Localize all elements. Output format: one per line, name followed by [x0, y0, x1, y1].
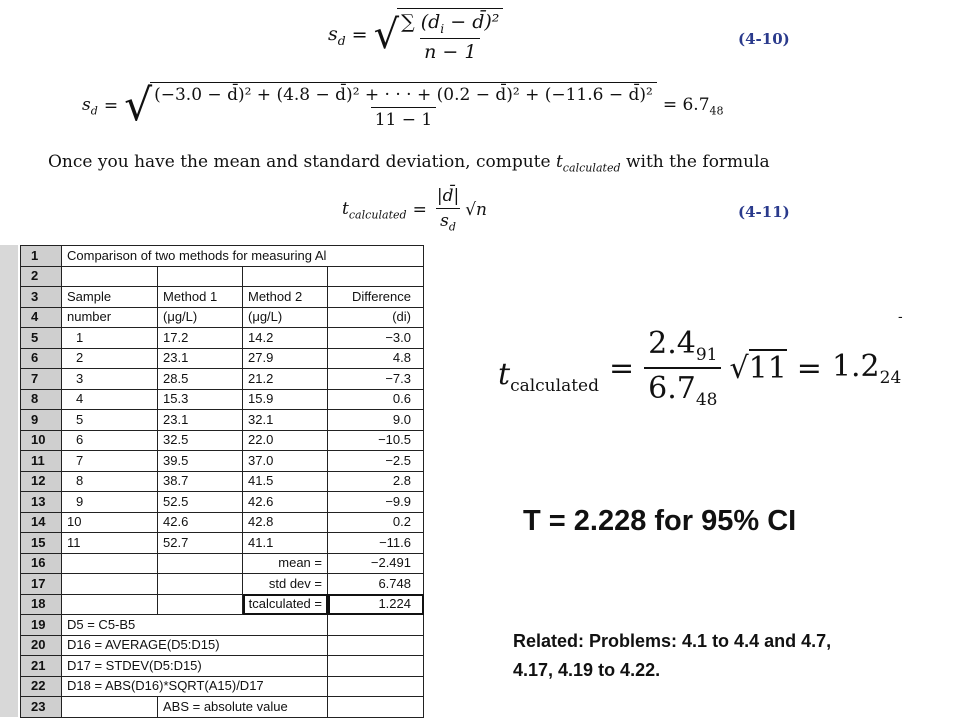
- sheet-row: [21, 410, 424, 431]
- cell-b: [158, 574, 243, 595]
- formula-cell: D17 = STDEV(D5:D15): [62, 656, 328, 677]
- row-number: 21: [21, 656, 62, 677]
- row-number: 7: [21, 369, 62, 390]
- cell-a: 6: [62, 430, 158, 451]
- sheet-row: [21, 369, 424, 390]
- sqrt-sign: √: [373, 12, 400, 59]
- equals-1: =: [608, 350, 635, 386]
- cell-b: (μg/L): [158, 307, 243, 328]
- sheet-row: [21, 594, 424, 615]
- cell-d: Difference: [328, 287, 424, 308]
- cell-a: 8: [62, 471, 158, 492]
- sqrt-11: √11: [729, 350, 787, 386]
- row-number: 1: [21, 246, 62, 267]
- cell-d: 9.0: [328, 410, 424, 431]
- cell-c: mean =: [243, 553, 328, 574]
- sqrt-n: √n: [465, 199, 487, 220]
- row-number: 14: [21, 512, 62, 533]
- cell-d: [328, 635, 424, 656]
- sheet-row: [21, 307, 424, 328]
- cell-a: 3: [62, 369, 158, 390]
- cell-d: [328, 656, 424, 677]
- cell-a: 9: [62, 492, 158, 513]
- note-cell: ABS = absolute value: [158, 697, 328, 718]
- cell-c: 21.2: [243, 369, 328, 390]
- cell-c: [243, 266, 328, 287]
- sheet-row: [21, 471, 424, 492]
- cell-b: 15.3: [158, 389, 243, 410]
- cell-c: 41.1: [243, 533, 328, 554]
- instruction-sentence: Once you have the mean and standard deviation, compute $t_{calculated}$ with the formula: [48, 152, 770, 175]
- row-number: 6: [21, 348, 62, 369]
- cell-b: [158, 266, 243, 287]
- cell-d: [328, 615, 424, 636]
- sheet-row: [21, 451, 424, 472]
- cell-a: Sample: [62, 287, 158, 308]
- cell-b: 52.7: [158, 533, 243, 554]
- sheet-row: [21, 389, 424, 410]
- cell-c: std dev =: [243, 574, 328, 595]
- related-line-2: 4.17, 4.19 to 4.22.: [513, 660, 661, 680]
- sd-fraction: $\frac{\sum (d_i - d̄)^2}{n - 1}$: [397, 8, 503, 63]
- row-number: 4: [21, 307, 62, 328]
- row-number: 11: [21, 451, 62, 472]
- row-number: 2: [21, 266, 62, 287]
- sd-symbol-2: $s_d$: [82, 94, 98, 118]
- row-number: 22: [21, 676, 62, 697]
- sheet-row: [21, 635, 424, 656]
- cell-c: 27.9: [243, 348, 328, 369]
- t-calculated-equation: [498, 326, 901, 410]
- sheet-row: [21, 287, 424, 308]
- sheet-row: [21, 430, 424, 451]
- sqrt-sign-2: √: [124, 80, 153, 131]
- row-number: 18: [21, 594, 62, 615]
- cell-a: 2: [62, 348, 158, 369]
- t-calc-result: $1.2_{24}$: [831, 348, 902, 388]
- row-number: 3: [21, 287, 62, 308]
- cell-b: [158, 594, 243, 615]
- t-calculated-symbol: $t_{calculated}$: [342, 198, 407, 221]
- row-number: 19: [21, 615, 62, 636]
- sheet-row: [21, 328, 424, 349]
- sheet-row: [21, 676, 424, 697]
- sheet-gutter: [0, 245, 18, 717]
- row-number: 17: [21, 574, 62, 595]
- sd-computed-fraction: (−3.0 − d̄)² + (4.8 − d̄)² + · · · + (0.2 − d̄)² + (−11.6 − d̄)² 11 − 1: [150, 82, 657, 130]
- t-calc-fraction: $\frac{2.4_{91}}{6.7_{48}}$: [644, 326, 721, 410]
- sheet-row: [21, 348, 424, 369]
- sheet-row: [21, 656, 424, 677]
- cell-a: [62, 266, 158, 287]
- cell-d: −2.5: [328, 451, 424, 472]
- cell-a: 5: [62, 410, 158, 431]
- cell-a: 4: [62, 389, 158, 410]
- row-number: 10: [21, 430, 62, 451]
- sheet-row: [21, 246, 424, 267]
- cell-b: 23.1: [158, 410, 243, 431]
- cell-a: [62, 553, 158, 574]
- formula-cell: D18 = ABS(D16)*SQRT(A15)/D17: [62, 676, 328, 697]
- cell-c: Method 2: [243, 287, 328, 308]
- equation-4-10: [328, 8, 503, 63]
- cell-c: 42.6: [243, 492, 328, 513]
- sheet-row: [21, 615, 424, 636]
- cell-a: 7: [62, 451, 158, 472]
- cell-d: −10.5: [328, 430, 424, 451]
- sheet-row: [21, 553, 424, 574]
- sheet-row: [21, 512, 424, 533]
- cell-d: −11.6: [328, 533, 424, 554]
- cell-b: Method 1: [158, 287, 243, 308]
- cell-c: tcalculated =: [243, 594, 328, 615]
- cell-b: 42.6: [158, 512, 243, 533]
- sd-result: = $6.7_{48}$: [662, 94, 724, 118]
- cell-d: −3.0: [328, 328, 424, 349]
- cell-a: number: [62, 307, 158, 328]
- t-calc-symbol: $t_{calculated}$: [498, 356, 599, 396]
- related-line-1: Related: Problems: 4.1 to 4.4 and 4.7,: [513, 631, 832, 651]
- cell-c: 32.1: [243, 410, 328, 431]
- cell-c: 14.2: [243, 328, 328, 349]
- cell-d: −9.9: [328, 492, 424, 513]
- equation-4-11: $t_{calculated}$ = $\frac{|d̄|}{s_d}$ √n: [342, 186, 487, 234]
- cell-b: [158, 553, 243, 574]
- cell-d: −2.491: [328, 553, 424, 574]
- cell-d: 1.224: [328, 594, 424, 615]
- sheet-row: [21, 266, 424, 287]
- cell-d: 0.6: [328, 389, 424, 410]
- equals-sign: =: [351, 24, 368, 47]
- sheet-row: [21, 533, 424, 554]
- cell-d: (di): [328, 307, 424, 328]
- sd-symbol: $s_d$: [328, 23, 346, 48]
- cell-a: [62, 574, 158, 595]
- cell-a: 11: [62, 533, 158, 554]
- dash-mark: -: [898, 308, 903, 324]
- cell-b: 23.1: [158, 348, 243, 369]
- cell-d: 4.8: [328, 348, 424, 369]
- sheet-title-cell: Comparison of two methods for measuring Al: [62, 246, 424, 267]
- row-number: 20: [21, 635, 62, 656]
- cell-b: 17.2: [158, 328, 243, 349]
- cell-d: 0.2: [328, 512, 424, 533]
- cell-c: 22.0: [243, 430, 328, 451]
- row-number: 13: [21, 492, 62, 513]
- cell-d: 6.748: [328, 574, 424, 595]
- row-number: 16: [21, 553, 62, 574]
- cell-b: 52.5: [158, 492, 243, 513]
- spreadsheet-table: [20, 245, 424, 718]
- row-number: 8: [21, 389, 62, 410]
- row-number: 12: [21, 471, 62, 492]
- cell-a: 10: [62, 512, 158, 533]
- cell-b: 38.7: [158, 471, 243, 492]
- cell-b: 32.5: [158, 430, 243, 451]
- sheet-row: [21, 697, 424, 718]
- formula-cell: D16 = AVERAGE(D5:D15): [62, 635, 328, 656]
- cell-d: −7.3: [328, 369, 424, 390]
- cell-a: [62, 594, 158, 615]
- t-fraction: $\frac{|d̄|}{s_d}$: [436, 186, 460, 234]
- row-number: 5: [21, 328, 62, 349]
- cell-d: [328, 676, 424, 697]
- cell-c: 41.5: [243, 471, 328, 492]
- row-number: 9: [21, 410, 62, 431]
- row-number: 23: [21, 697, 62, 718]
- cell-d: [328, 697, 424, 718]
- t-critical-value: T = 2.228 for 95% CI: [523, 505, 797, 537]
- cell-a: 1: [62, 328, 158, 349]
- cell-d: 2.8: [328, 471, 424, 492]
- cell-b: 28.5: [158, 369, 243, 390]
- sheet-row: [21, 574, 424, 595]
- related-problems: [513, 627, 831, 685]
- sheet-row: [21, 492, 424, 513]
- cell-c: 37.0: [243, 451, 328, 472]
- equals-2: =: [796, 350, 822, 386]
- equation-sd-computed: $s_d$ = √ (−3.0 − d̄)² + (4.8 − d̄)² + · · · + (0.2 − d̄)² + (−11.6 − d̄)² 11 − 1 = $6.7_{48}$: [82, 80, 724, 131]
- cell-c: 42.8: [243, 512, 328, 533]
- cell-b: 39.5: [158, 451, 243, 472]
- cell-a: [62, 697, 158, 718]
- row-number: 15: [21, 533, 62, 554]
- cell-d: [328, 266, 424, 287]
- cell-c: 15.9: [243, 389, 328, 410]
- formula-cell: D5 = C5-B5: [62, 615, 328, 636]
- equation-label-4-11: (4-11): [738, 203, 790, 221]
- equation-label-4-10: (4-10): [738, 30, 790, 48]
- cell-c: (μg/L): [243, 307, 328, 328]
